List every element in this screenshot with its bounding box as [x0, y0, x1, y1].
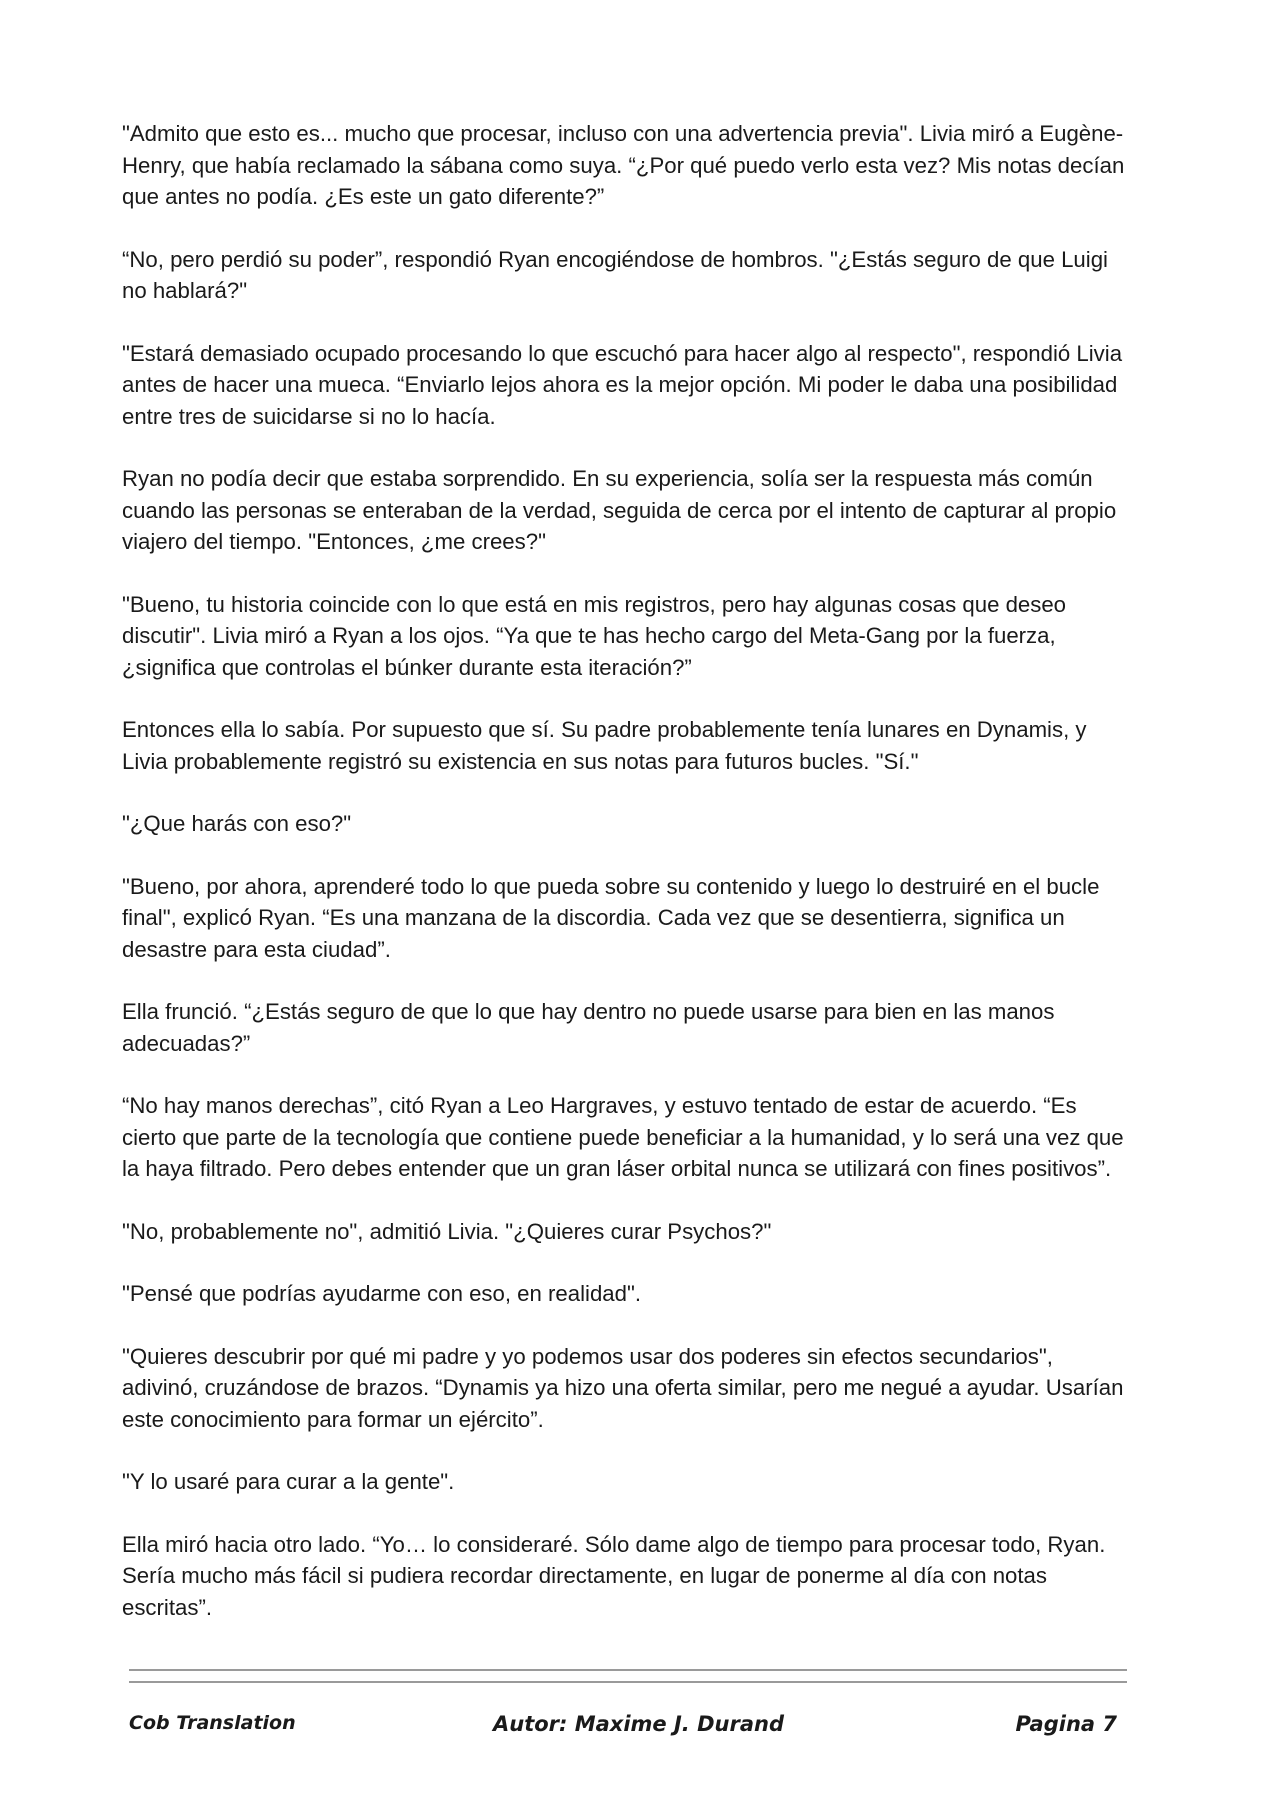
- paragraph: “No, pero perdió su poder”, respondió Ryan encogiéndose de hombros. "¿Estás seguro de que Luigi no hablará?": [122, 246, 1108, 303]
- paragraph: "Quieres descubrir por qué mi padre y yo podemos usar dos poderes sin efectos secundarios", adivinó, cruzándose de brazos. “Dynamis ya hizo una oferta similar, pero me negué a ayudar. Usarían este conocimiento para formar un ejército”.: [122, 1343, 1124, 1432]
- paragraph: "Pensé que podrías ayudarme con eso, en realidad".: [122, 1281, 642, 1306]
- paragraph: Ella frunció. “¿Estás seguro de que lo que hay dentro no puede usarse para bien en las manos adecuadas?”: [122, 999, 1055, 1056]
- document-body: [122, 118, 1132, 1654]
- footer-divider-bottom: [129, 1681, 1127, 1683]
- paragraph: "No, probablemente no", admitió Livia. "¿Quieres curar Psychos?": [122, 1218, 772, 1244]
- paragraph: Ryan no podía decir que estaba sorprendido. En su experiencia, solía ser la respuesta más común cuando las personas se enteraban de la verdad, seguida de cerca por el intento de capturar al propio viajero del tiempo. "Entonces, ¿me crees?": [122, 466, 1117, 554]
- paragraph: "Bueno, por ahora, aprenderé todo lo que pueda sobre su contenido y luego lo destruiré en el bucle final", explicó Ryan. “Es una manzana de la discordia. Cada vez que se desentierra, significa un desastre para esta ciudad”.: [122, 873, 1100, 962]
- paragraph: "¿Que harás con eso?": [122, 811, 352, 836]
- paragraph: Ella miró hacia otro lado. “Yo… lo consideraré. Sólo dame algo de tiempo para procesar todo, Ryan. Sería mucho más fácil si pudiera recordar directamente, en lugar de ponerme al día con notas escritas”.: [122, 1531, 1106, 1620]
- paragraph: "Estará demasiado ocupado procesando lo que escuchó para hacer algo al respecto", respondió Livia antes de hacer una mueca. “Enviarlo lejos ahora es la mejor opción. Mi poder le daba una posibilidad entre tres de suicidarse si no lo hacía.: [122, 340, 1123, 429]
- paragraph: “No hay manos derechas”, citó Ryan a Leo Hargraves, y estuvo tentado de estar de acuerdo. “Es cierto que parte de la tecnología que contiene puede beneficiar a la humanidad, y lo será una vez que la haya filtrado. Pero debes entender que un gran láser orbital nunca se utilizará con fines positivos”.: [122, 1093, 1124, 1181]
- paragraph: "Admito que esto es... mucho que procesar, incluso con una advertencia previa". Livia miró a Eugène-Henry, que había reclamado la sábana como suya. “¿Por qué puedo verlo esta vez? Mis notas decían que antes no podía. ¿Es este un gato diferente?”: [122, 121, 1125, 209]
- paragraph: "Y lo usaré para curar a la gente".: [122, 1469, 455, 1494]
- footer-author: Autor: Maxime J. Durand: [493, 1712, 784, 1736]
- page-footer: [129, 1712, 1127, 1744]
- paragraph: "Bueno, tu historia coincide con lo que está en mis registros, pero hay algunas cosas que deseo discutir". Livia miró a Ryan a los ojos. “Ya que te has hecho cargo del Meta-Gang por la fuerza, ¿significa que controlas el búnker durante esta iteración?”: [122, 591, 1067, 680]
- footer-page-number: Pagina 7: [1015, 1712, 1117, 1736]
- paragraph: Entonces ella lo sabía. Por supuesto que sí. Su padre probablemente tenía lunares en Dynamis, y Livia probablemente registró su existencia en sus notas para futuros bucles. "Sí.": [122, 717, 1087, 774]
- footer-divider-top: [129, 1669, 1127, 1671]
- footer-translator: Cob Translation: [129, 1712, 296, 1734]
